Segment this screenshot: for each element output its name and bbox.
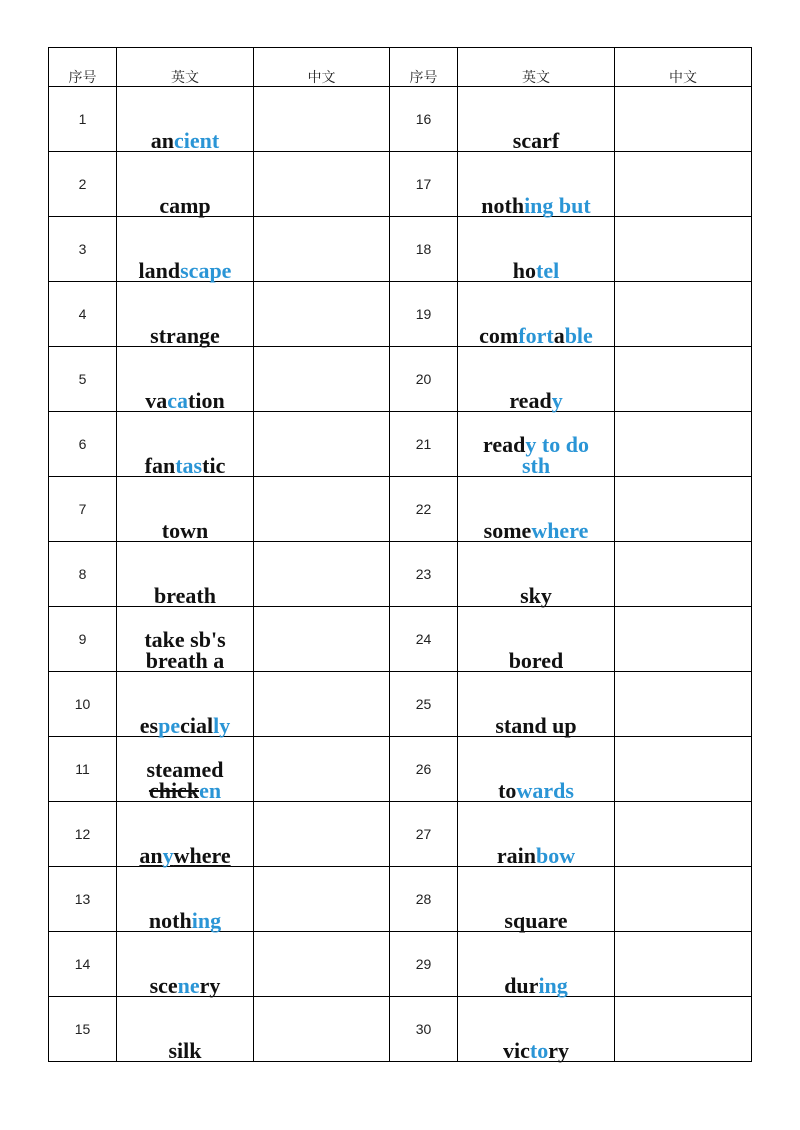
word-line: [117, 629, 253, 650]
row-number: 12: [74, 826, 91, 842]
num-cell: [390, 542, 458, 607]
english-cell: [117, 87, 254, 152]
word-segment: an: [139, 843, 163, 868]
header-zh-left: [254, 48, 390, 87]
english-cell: [458, 802, 615, 867]
header-en-right: [458, 48, 615, 87]
word-segment: take sb's: [144, 627, 226, 652]
word-segment: tic: [202, 453, 226, 478]
word-segment-highlighted: en: [199, 778, 222, 803]
word-segment-highlighted: ly: [213, 713, 231, 738]
row-number: 25: [415, 696, 432, 712]
num-cell: [390, 282, 458, 347]
num-cell: [390, 932, 458, 997]
table-row: [49, 802, 752, 867]
english-word: [117, 130, 253, 151]
row-number: 23: [415, 566, 432, 582]
word-segment-highlighted: ing: [191, 908, 222, 933]
word-segment-highlighted: fort: [518, 323, 554, 348]
english-cell: [117, 997, 254, 1062]
english-word: [458, 520, 614, 541]
num-cell: [49, 802, 117, 867]
num-cell: [49, 477, 117, 542]
word-line: [117, 195, 253, 216]
chinese-answer-cell[interactable]: [254, 152, 390, 217]
chinese-answer-cell[interactable]: [615, 412, 752, 477]
num-cell: [390, 477, 458, 542]
chinese-answer-cell[interactable]: [254, 217, 390, 282]
word-segment: fan: [144, 453, 176, 478]
chinese-answer-cell[interactable]: [254, 282, 390, 347]
word-segment-highlighted: y: [162, 843, 174, 868]
num-cell: [49, 997, 117, 1062]
english-cell: [458, 932, 615, 997]
chinese-answer-cell[interactable]: [615, 282, 752, 347]
chinese-answer-cell[interactable]: [254, 932, 390, 997]
word-segment: chick: [148, 778, 200, 803]
word-line: [458, 780, 614, 801]
word-line: [117, 260, 253, 281]
english-word: [117, 390, 253, 411]
word-segment: noth: [481, 193, 525, 218]
word-segment-highlighted: sth: [521, 453, 551, 478]
num-cell: [390, 737, 458, 802]
chinese-answer-cell[interactable]: [254, 87, 390, 152]
row-number: 27: [415, 826, 432, 842]
word-line: [117, 1040, 253, 1061]
english-cell: [458, 737, 615, 802]
word-line: [458, 260, 614, 281]
table-row: [49, 997, 752, 1062]
word-line: [458, 390, 614, 411]
chinese-answer-cell[interactable]: [615, 607, 752, 672]
english-cell: [117, 672, 254, 737]
chinese-answer-cell[interactable]: [254, 477, 390, 542]
row-number: 4: [78, 306, 87, 322]
word-line: [458, 455, 614, 476]
english-word: [117, 715, 253, 736]
row-number: 9: [78, 631, 87, 647]
english-word: [117, 585, 253, 606]
header-row: [49, 48, 752, 87]
chinese-answer-cell[interactable]: [254, 607, 390, 672]
word-segment-highlighted: tas: [175, 453, 203, 478]
num-cell: [390, 997, 458, 1062]
word-line: [458, 715, 614, 736]
table-row: [49, 217, 752, 282]
word-segment: strange: [150, 323, 220, 348]
num-cell: [49, 217, 117, 282]
word-segment-highlighted: tel: [536, 258, 560, 283]
word-line: [458, 520, 614, 541]
row-number: 11: [75, 761, 90, 777]
english-word: [458, 130, 614, 151]
word-segment: tion: [188, 388, 225, 413]
chinese-answer-cell[interactable]: [615, 867, 752, 932]
chinese-answer-cell[interactable]: [615, 87, 752, 152]
row-number: 30: [415, 1021, 432, 1037]
english-cell: [458, 347, 615, 412]
word-line: [458, 975, 614, 996]
english-word: [458, 975, 614, 996]
chinese-answer-cell[interactable]: [254, 867, 390, 932]
word-line: [458, 910, 614, 931]
word-line: [458, 585, 614, 606]
word-segment: scarf: [512, 128, 560, 153]
english-word: [458, 845, 614, 866]
chinese-answer-cell[interactable]: [615, 737, 752, 802]
word-segment: ry: [548, 1038, 569, 1063]
english-word: [117, 910, 253, 931]
num-cell: [390, 607, 458, 672]
row-number: 20: [415, 371, 432, 387]
word-line: [117, 390, 253, 411]
word-line: [117, 845, 253, 866]
english-cell: [117, 217, 254, 282]
chinese-answer-cell[interactable]: [254, 802, 390, 867]
header-zh-label: 中文: [669, 69, 697, 85]
table-row: [49, 737, 752, 802]
word-line: [458, 195, 614, 216]
table-row: [49, 542, 752, 607]
word-segment-highlighted: bow: [536, 843, 576, 868]
word-line: [117, 780, 253, 801]
english-cell: [458, 867, 615, 932]
english-cell: [458, 542, 615, 607]
english-cell: [117, 867, 254, 932]
english-word: [458, 910, 614, 931]
row-number: 29: [415, 956, 432, 972]
english-cell: [117, 737, 254, 802]
table-row: [49, 672, 752, 737]
word-segment-highlighted: to: [529, 1038, 549, 1063]
english-word: [117, 975, 253, 996]
row-number: 1: [78, 111, 87, 127]
chinese-answer-cell[interactable]: [615, 932, 752, 997]
english-word: [458, 260, 614, 281]
chinese-answer-cell[interactable]: [254, 672, 390, 737]
english-cell: [458, 672, 615, 737]
english-word: [458, 195, 614, 216]
chinese-answer-cell[interactable]: [615, 672, 752, 737]
word-segment: some: [483, 518, 532, 543]
header-num-right: [390, 48, 458, 87]
word-segment-highlighted: y to do: [525, 432, 589, 457]
num-cell: [49, 152, 117, 217]
table-row: [49, 477, 752, 542]
header-zh-label: 中文: [307, 69, 336, 85]
row-number: 13: [74, 891, 91, 907]
word-segment: breath a: [145, 648, 225, 673]
english-word: [117, 520, 253, 541]
word-segment: camp: [159, 193, 211, 218]
english-cell: [117, 347, 254, 412]
num-cell: [49, 282, 117, 347]
word-segment: breath: [154, 583, 216, 608]
chinese-answer-cell[interactable]: [254, 347, 390, 412]
word-line: [117, 585, 253, 606]
word-segment: a: [553, 323, 565, 348]
row-number: 6: [78, 436, 87, 452]
row-number: 2: [78, 176, 87, 192]
row-number: 21: [415, 436, 432, 452]
word-segment: cial: [180, 713, 214, 738]
num-cell: [390, 217, 458, 282]
table-row: [49, 932, 752, 997]
word-line: [117, 759, 253, 780]
word-segment: bored: [508, 648, 564, 673]
word-segment-highlighted: ne: [177, 973, 200, 998]
chinese-answer-cell[interactable]: [615, 477, 752, 542]
header-en-label: 英文: [171, 69, 199, 85]
row-number: 22: [415, 501, 432, 517]
word-segment: silk: [168, 1038, 202, 1063]
english-word: [458, 650, 614, 671]
word-segment-highlighted: pe: [158, 713, 181, 738]
row-number: 24: [415, 631, 432, 647]
english-word: [117, 195, 253, 216]
word-segment: where: [173, 843, 231, 868]
num-cell: [49, 932, 117, 997]
row-number: 3: [78, 241, 87, 257]
english-cell: [117, 477, 254, 542]
row-number: 17: [415, 176, 432, 192]
table-row: [49, 87, 752, 152]
num-cell: [390, 347, 458, 412]
english-cell: [117, 282, 254, 347]
row-number: 26: [415, 761, 432, 777]
english-word: [458, 390, 614, 411]
english-word: [458, 1040, 614, 1061]
table-row: [49, 152, 752, 217]
num-cell: [49, 347, 117, 412]
word-segment: dur: [504, 973, 539, 998]
english-word: [117, 260, 253, 281]
english-word: [458, 325, 614, 346]
num-cell: [49, 412, 117, 477]
word-segment-highlighted: ble: [564, 323, 593, 348]
word-segment: sky: [520, 583, 552, 608]
english-word: [117, 845, 253, 866]
num-cell: [49, 607, 117, 672]
chinese-answer-cell[interactable]: [254, 412, 390, 477]
row-number: 7: [78, 501, 87, 517]
table-row: [49, 347, 752, 412]
header-num-left: [49, 48, 117, 87]
english-cell: [458, 477, 615, 542]
row-number: 28: [415, 891, 432, 907]
english-cell: [117, 152, 254, 217]
row-number: 19: [415, 306, 432, 322]
num-cell: [49, 87, 117, 152]
english-cell: [458, 87, 615, 152]
english-word: [458, 715, 614, 736]
row-number: 16: [415, 111, 432, 127]
word-line: [458, 130, 614, 151]
word-segment-highlighted: scape: [180, 258, 232, 283]
word-line: [458, 650, 614, 671]
row-number: 18: [415, 241, 432, 257]
word-segment-highlighted: y: [551, 388, 563, 413]
english-cell: [117, 932, 254, 997]
chinese-answer-cell[interactable]: [615, 152, 752, 217]
num-cell: [49, 737, 117, 802]
word-segment: land: [138, 258, 181, 283]
num-cell: [390, 152, 458, 217]
english-word: [117, 325, 253, 346]
word-line: [117, 910, 253, 931]
header-en-label: 英文: [522, 69, 550, 85]
english-word: [117, 759, 253, 801]
word-segment: square: [504, 908, 568, 933]
vocabulary-table: [48, 47, 752, 1062]
num-cell: [49, 542, 117, 607]
word-segment: sce: [149, 973, 178, 998]
english-cell: [117, 607, 254, 672]
word-segment-highlighted: where: [531, 518, 589, 543]
word-line: [458, 845, 614, 866]
row-number: 5: [78, 371, 87, 387]
english-cell: [458, 217, 615, 282]
english-word: [458, 780, 614, 801]
num-cell: [390, 672, 458, 737]
num-cell: [49, 672, 117, 737]
num-cell: [390, 412, 458, 477]
chinese-answer-cell[interactable]: [254, 737, 390, 802]
table-row: [49, 282, 752, 347]
word-line: [117, 650, 253, 671]
chinese-answer-cell[interactable]: [615, 997, 752, 1062]
english-word: [458, 585, 614, 606]
word-line: [458, 1040, 614, 1061]
word-line: [117, 520, 253, 541]
word-segment: vic: [503, 1038, 530, 1063]
word-segment: to: [498, 778, 517, 803]
word-line: [117, 715, 253, 736]
english-cell: [117, 412, 254, 477]
word-segment-highlighted: ing but: [524, 193, 591, 218]
word-line: [117, 975, 253, 996]
header-en-left: [117, 48, 254, 87]
num-cell: [49, 867, 117, 932]
word-segment: stand up: [495, 713, 577, 738]
num-cell: [390, 87, 458, 152]
row-number: 15: [74, 1021, 91, 1037]
english-cell: [458, 412, 615, 477]
word-segment: town: [161, 518, 209, 543]
num-cell: [390, 867, 458, 932]
chinese-answer-cell[interactable]: [615, 217, 752, 282]
chinese-answer-cell[interactable]: [615, 802, 752, 867]
word-segment: steamed: [146, 757, 224, 782]
table-row: [49, 867, 752, 932]
word-segment: ho: [512, 258, 537, 283]
word-segment: an: [150, 128, 175, 153]
word-line: [117, 130, 253, 151]
english-cell: [458, 282, 615, 347]
header-num-label: 序号: [68, 69, 97, 85]
chinese-answer-cell[interactable]: [254, 542, 390, 607]
english-word: [117, 1040, 253, 1061]
english-word: [117, 629, 253, 671]
english-word: [458, 434, 614, 476]
word-segment: es: [139, 713, 159, 738]
word-line: [458, 325, 614, 346]
word-segment-highlighted: ing: [538, 973, 568, 998]
word-segment: rain: [496, 843, 536, 868]
english-word: [117, 455, 253, 476]
row-number: 10: [74, 696, 91, 712]
english-cell: [458, 607, 615, 672]
word-line: [117, 455, 253, 476]
num-cell: [390, 802, 458, 867]
chinese-answer-cell[interactable]: [615, 347, 752, 412]
chinese-answer-cell[interactable]: [615, 542, 752, 607]
row-number: 8: [78, 566, 87, 582]
word-segment: read: [483, 432, 526, 457]
english-cell: [458, 152, 615, 217]
word-segment-highlighted: cient: [174, 128, 220, 153]
word-segment-highlighted: wards: [516, 778, 574, 803]
english-cell: [117, 802, 254, 867]
row-number: 14: [74, 956, 91, 972]
word-segment: read: [509, 388, 552, 413]
word-segment-highlighted: ca: [167, 388, 189, 413]
english-cell: [458, 997, 615, 1062]
table-row: [49, 412, 752, 477]
chinese-answer-cell[interactable]: [254, 997, 390, 1062]
word-segment: noth: [148, 908, 192, 933]
word-segment: ry: [199, 973, 221, 998]
word-segment: va: [145, 388, 168, 413]
header-zh-right: [615, 48, 752, 87]
word-segment: com: [479, 323, 519, 348]
word-line: [117, 325, 253, 346]
table-row: [49, 607, 752, 672]
english-cell: [117, 542, 254, 607]
word-line: [458, 434, 614, 455]
header-num-label: 序号: [409, 69, 438, 85]
